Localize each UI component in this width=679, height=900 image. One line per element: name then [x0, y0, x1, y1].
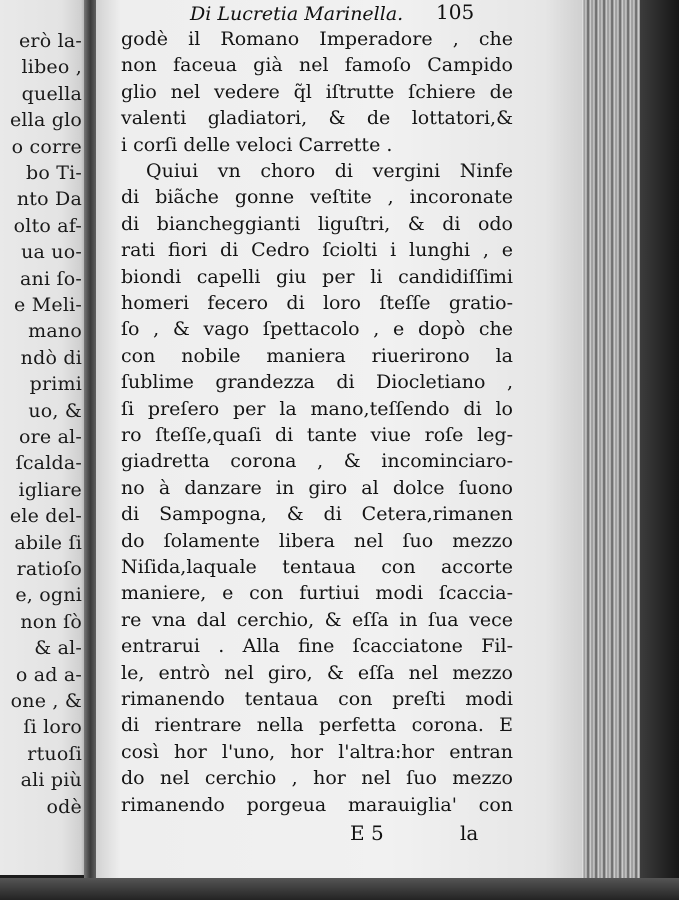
text-line: giadretta corona , & incominciaro- — [121, 450, 513, 473]
text-line: do ſolamente libera nel ſuo mezzo — [121, 529, 513, 552]
text-line: le, entrò nel giro, & eſſa nel mezzo — [121, 661, 513, 684]
text-line: no à danzare in giro al dolce ſuono — [121, 476, 513, 499]
left-page-line: ua uo- — [21, 241, 82, 264]
text-line: ſublime grandezza di Diocletiano , — [121, 371, 513, 394]
left-page-line: non ſò — [20, 610, 82, 633]
text-line: godè il Romano Imperadore , che — [121, 28, 513, 50]
text-line: ro ſteſſe,quaſi di tante viue roſe leg- — [121, 424, 513, 446]
text-line: re vna dal cerchio, & eſſa in ſua vece — [121, 608, 513, 631]
text-line: Quiui vn choro di vergini Ninfe — [146, 160, 513, 182]
left-page-line: ele del- — [9, 505, 82, 528]
text-line: biondi capelli giu per li candidiſſimi — [121, 265, 513, 288]
text-line: Niſida,laquale tentaua con accorte — [121, 556, 513, 578]
left-page-line: erò la- — [18, 30, 82, 52]
left-page-line: libeo , — [21, 56, 82, 79]
left-page-line: uo, & — [28, 399, 82, 422]
left-page-line: ali più — [20, 769, 82, 792]
text-line: così hor l'uno, hor l'altra:hor entran — [121, 740, 513, 763]
left-page-line: olto af- — [13, 214, 82, 237]
left-page-line: ſi loro — [23, 716, 82, 739]
left-page-line: odè — [46, 795, 82, 818]
left-page-line: & al- — [34, 637, 82, 660]
left-page — [0, 0, 88, 875]
left-page-line: quella — [21, 82, 82, 105]
text-line: maniere, e con furtiui modi ſcaccia- — [121, 582, 513, 605]
text-line: rimanendo porgeua marauiglia' con — [121, 793, 513, 816]
left-page-line: primi — [29, 373, 82, 396]
signature-mark: E 5 — [350, 821, 384, 845]
text-line: rati fiori di Cedro ſciolti i lunghi , e — [121, 239, 513, 262]
text-line: con nobile maniera riuerirono la — [121, 344, 513, 367]
text-line: di Sampogna, & di Cetera,rimanen — [121, 503, 513, 526]
page-number: 105 — [436, 0, 475, 24]
running-head: Di Lucretia Marinella. — [190, 3, 404, 25]
left-page-line: rtuoſi — [27, 742, 82, 765]
left-page-line: e, ogni — [15, 584, 82, 607]
text-line: homeri fecero di loro ſteſſe gratio- — [121, 292, 513, 314]
bottom-shadow — [0, 878, 679, 900]
text-line: glio nel vedere q̃l iſtrutte ſchiere de — [121, 80, 513, 103]
page-edges — [582, 0, 642, 880]
text-line: di biancheggianti liguſtri, & di odo — [121, 212, 513, 235]
left-page-line: abile ſi — [14, 531, 82, 554]
text-line: i corſi delle veloci Carrette . — [121, 133, 393, 156]
text-line: ſi preſero per la mano,teſſendo di lo — [121, 397, 513, 420]
left-page-line: mano — [28, 320, 82, 343]
text-line: di rientrare nella perfetta corona. E — [121, 714, 513, 737]
catchword: la — [460, 821, 479, 845]
text-line: entrarui . Alla fine ſcacciatone Fil- — [121, 635, 513, 658]
text-line: ſo , & vago ſpettacolo , e dopò che — [121, 318, 513, 341]
left-page-line: bo Ti- — [25, 162, 82, 184]
text-line: non faceua già nel famoſo Campido — [121, 54, 513, 77]
left-page-line: o ad a- — [15, 663, 82, 686]
text-line: di biãche gonne veſtite , incoronate — [121, 186, 513, 209]
left-page-line: e Meli- — [14, 294, 82, 316]
left-page-line: o corre — [11, 135, 82, 158]
text-line: valenti gladiatori, & de lottatori,& — [121, 107, 513, 130]
left-page-line: ore al- — [18, 426, 82, 448]
left-page-line: ani ſo- — [20, 267, 82, 290]
left-page-line: nto Da — [16, 188, 82, 211]
text-line: do nel cerchio , hor nel ſuo mezzo — [121, 767, 513, 790]
left-page-line: igliare — [18, 478, 82, 501]
text-line: rimanendo tentaua con preſti modi — [121, 688, 513, 710]
edge-shadow — [640, 0, 679, 900]
left-page-line: ndò di — [20, 346, 82, 369]
left-page-line: ratioſo — [16, 558, 82, 580]
left-page-line: ella glo — [9, 109, 82, 132]
left-page-line: one , & — [10, 690, 82, 712]
left-page-line: ſcalda- — [15, 452, 82, 475]
